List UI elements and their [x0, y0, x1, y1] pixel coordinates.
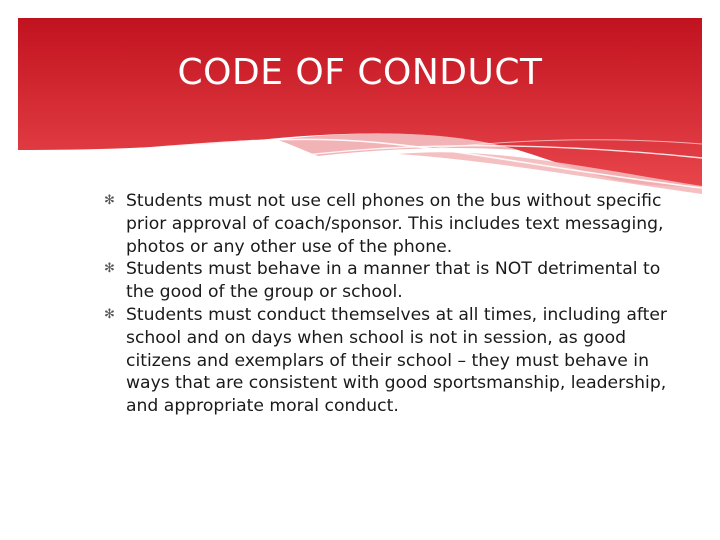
bullet-text: Students must behave in a manner that is NOT detrimental to the good of the group or school.: [126, 259, 661, 303]
bullet-text: Students must not use cell phones on the bus without specific prior approval of coach/sponsor. This includes text messaging, photos or any other use of the phone.: [126, 191, 664, 257]
slide-title: CODE OF CONDUCT: [177, 52, 543, 93]
header-band: [18, 18, 702, 198]
bullet-item: [104, 258, 684, 304]
asterisk-bullet-icon: ✻: [104, 306, 115, 322]
bullet-item: [104, 304, 684, 418]
bullet-item: [104, 190, 684, 258]
bullet-list: [104, 190, 684, 418]
slide-content: [104, 190, 684, 418]
header-background: [18, 18, 702, 198]
asterisk-bullet-icon: ✻: [104, 193, 115, 208]
asterisk-bullet-icon: ✻: [104, 261, 115, 277]
bullet-text: Students must conduct themselves at all times, including after school and on days when school is not in session, as good citizens and exemplars of their school – they must behave in ways that are consistent with good sportsmanship, leadership, and appropriate moral conduct.: [126, 304, 667, 417]
